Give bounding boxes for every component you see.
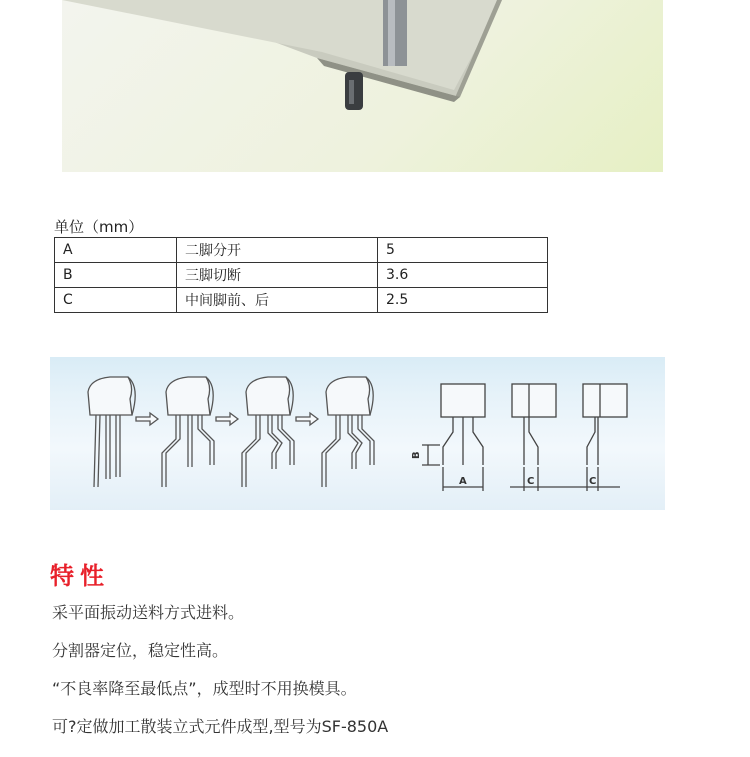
row-key: A <box>55 238 177 263</box>
list-item: 分割器定位，稳定性高。 <box>52 641 229 660</box>
dim-label-a: A <box>459 476 467 487</box>
dim-label-b: B <box>411 451 422 459</box>
side-view-1 <box>510 384 580 491</box>
unit-label: 单位（mm） <box>54 218 144 236</box>
row-name: 三脚切断 <box>177 263 378 288</box>
row-name: 二脚分开 <box>177 238 378 263</box>
front-view <box>422 384 485 491</box>
list-item: “不良率降至最低点”，成型时不用换模具。 <box>52 679 357 698</box>
table-row <box>55 288 548 313</box>
row-value: 5 <box>378 238 548 263</box>
table-row <box>55 263 548 288</box>
component-stage-1 <box>88 377 135 487</box>
row-value: 2.5 <box>378 288 548 313</box>
list-item: 可?定做加工散装立式元件成型,型号为SF-850A <box>52 717 389 736</box>
arrow-icon <box>136 413 158 425</box>
features-title: 特性 <box>50 562 110 590</box>
list-item: 采平面振动送料方式进料。 <box>52 603 245 622</box>
table-row <box>55 238 548 263</box>
component-stage-4 <box>322 377 374 487</box>
component-stage-3 <box>242 377 294 487</box>
arrow-icon <box>216 413 238 425</box>
features-list <box>52 602 388 754</box>
side-view-2 <box>580 384 627 491</box>
component-stage-2 <box>162 377 214 487</box>
dim-label-c1: C <box>527 476 535 487</box>
machine-photo <box>62 0 663 172</box>
row-key: B <box>55 263 177 288</box>
spec-table <box>54 237 548 313</box>
arrow-icon <box>296 413 318 425</box>
row-value: 3.6 <box>378 263 548 288</box>
row-name: 中间脚前、后 <box>177 288 378 313</box>
forming-diagram <box>50 357 665 510</box>
row-key: C <box>55 288 177 313</box>
dim-label-c2: C <box>589 476 597 487</box>
